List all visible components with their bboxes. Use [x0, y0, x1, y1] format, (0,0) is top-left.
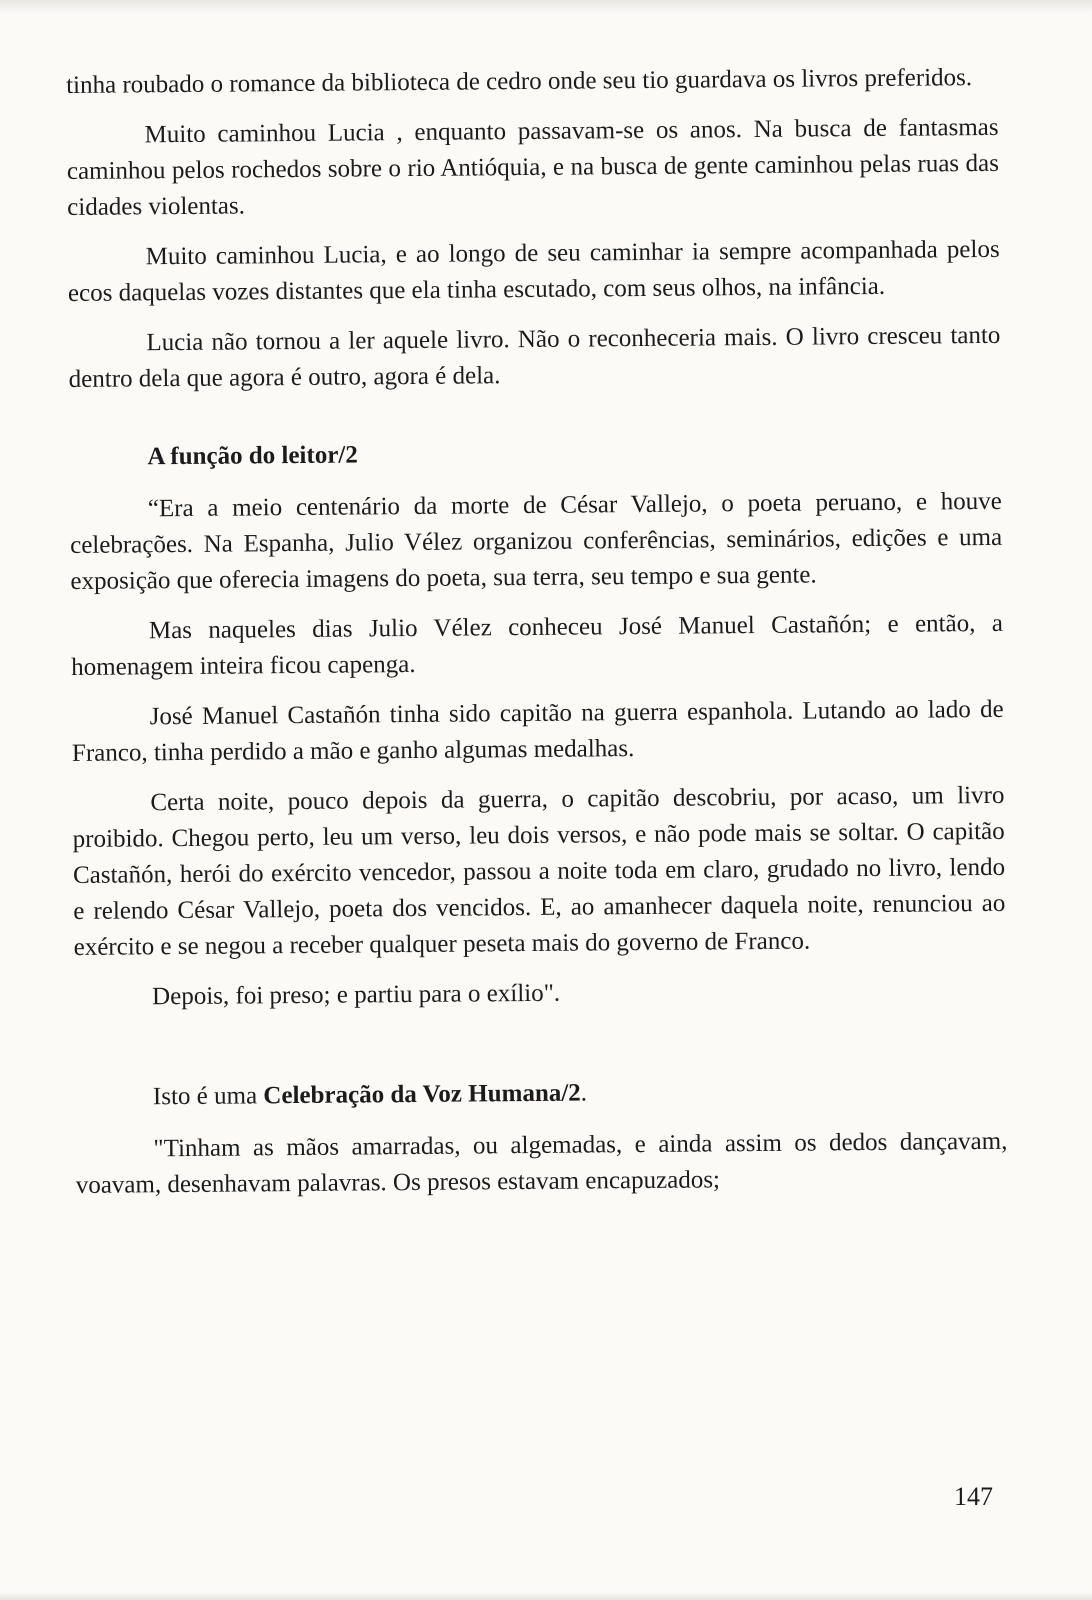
page-bottom-edge [0, 1592, 1092, 1600]
page-top-edge [0, 0, 1092, 14]
section-heading: A função do leitor/2 [147, 441, 358, 471]
paragraph: Lucia não tornou a ler aquele livro. Não o reconheceria mais. O livro cresceu tanto dentro dela que agora é outro, agora é dela. [68, 321, 1001, 393]
paragraph: tinha roubado o romance da biblioteca de cedro onde seu tio guardava os livros preferidos. [66, 64, 973, 99]
paragraph: "Tinham as mãos amarradas, ou algemadas, e ainda assim os dedos dançavam, voavam, desenhavam palavras. Os presos estavam encapuzados; [75, 1127, 1008, 1199]
paragraph: “Era a meio centenário da morte de César Vallejo, o poeta peruano, e houve celebrações. Na Espanha, Julio Vélez organizou conferências, seminários, edições e uma exposição que oferecia imagens do poeta, sua terra, seu tempo e sua gente. [70, 487, 1003, 595]
paragraph: Muito caminhou Lucia, e ao longo de seu caminhar ia sempre acompanhada pelos ecos daquelas vozes distantes que ela tinha escutado, com seus olhos, na infância. [67, 235, 1000, 307]
paragraph: Depois, foi preso; e partiu para o exílio". [151, 979, 561, 1011]
paragraph: Certa noite, pouco depois da guerra, o capitão descobriu, por acaso, um livro proibido. Chegou perto, leu um verso, leu dois versos, e não pode mais se soltar. O capitão Castañón, herói do exército vencedor, passou a noite toda em claro, grudado no livro, lendo e relendo César Vallejo, poeta dos vencidos. E, ao amanhecer daquela noite, renunciou ao exército e se negou a receber qualquer peseta mais do governo de Franco. [72, 781, 1006, 961]
paragraph: José Manuel Castañón tinha sido capitão na guerra espanhola. Lutando ao lado de Franco, tinha perdido a mão e ganho algumas medalhas. [71, 695, 1004, 767]
celebration-suffix: . [580, 1079, 588, 1107]
celebration-line [153, 1072, 1007, 1115]
paragraph: Mas naqueles dias Julio Vélez conheceu José Manuel Castañón; e então, a homenagem inteira ficou capenga. [71, 609, 1003, 681]
paragraph: Muito caminhou Lucia , enquanto passavam-se os anos. Na busca de fantasmas caminhou pelos rochedos sobre o rio Antióquia, e na busca de gente caminhou pelas ruas das cidades violentas. [66, 113, 999, 221]
celebration-title: Celebração da Voz Humana/2 [263, 1079, 581, 1110]
page-body [66, 60, 1008, 1218]
page-number: 147 [954, 1482, 993, 1511]
celebration-prefix: Isto é uma [152, 1082, 264, 1111]
